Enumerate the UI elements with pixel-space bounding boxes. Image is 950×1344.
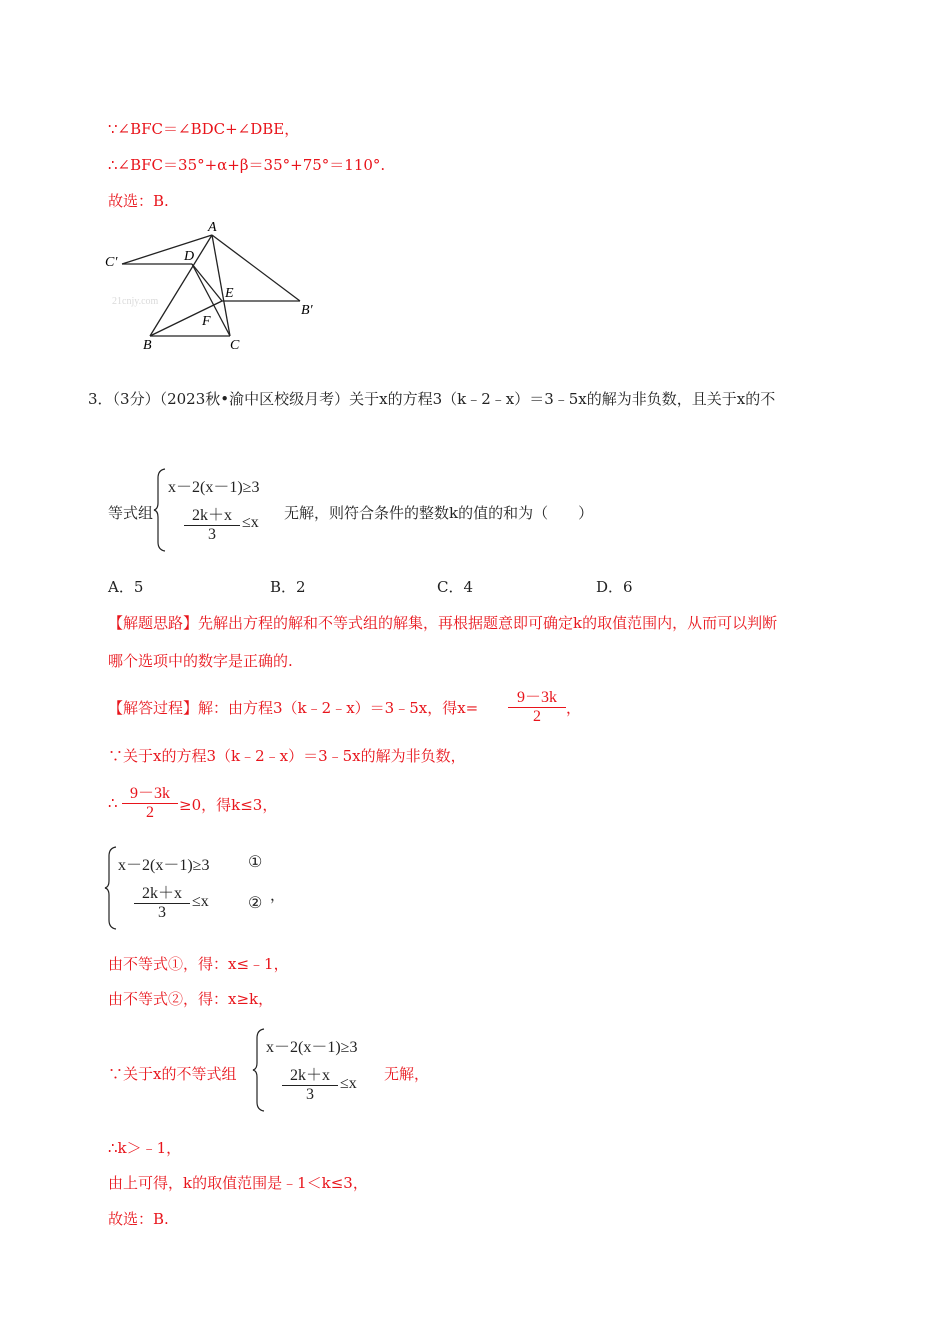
option-a[interactable] [108,576,143,597]
question-stem-prefix: 等式组 [108,504,154,522]
prev-solution-line2: ∴∠BFC＝35°+α+β＝35°+75°＝110°. [108,156,386,174]
solution-step2: ∵关于x的方程3（k﹣2﹣x）＝3﹣5x的解为非负数， [108,747,466,765]
solution-system-end: ， [270,886,286,904]
solution-step6-denominator: 3 [306,1086,314,1103]
question-header [88,388,775,409]
option-b[interactable] [270,576,306,597]
label-e: E [225,286,234,301]
solution-step8: 由上可得，k的取值范围是﹣1＜k≤3， [108,1174,368,1192]
question-source: （2023秋•渝中区校级月考） [159,390,350,408]
solution-step1 [108,697,478,718]
label-b-prime: B′ [301,303,313,318]
solution-step3-denominator: 2 [146,804,154,821]
question-ineq2-numerator: 2k＋x [191,507,232,524]
solution-system-numerator: 2k＋x [141,885,182,902]
solution-step6-inequality-1: x－2(x－1)≥3 [266,1039,358,1056]
solution-step1-text: 解：由方程3（k﹣2﹣x）＝3﹣5x，得x= [198,699,479,717]
analysis-tag: 【解题思路】 [108,614,199,632]
solution-step1-end: ， [566,699,582,717]
solution-step1-fraction [508,684,566,726]
solution-tag: 【解答过程】 [108,699,199,717]
solution-step1-denominator: 2 [533,708,541,725]
question-inequality-2-fraction [184,502,240,544]
option-c-label: C． [437,578,464,596]
solution-step3-numerator: 9－3k [129,785,170,802]
option-b-label: B． [270,578,297,596]
solution-system-mark-2: ② [248,895,263,912]
line-a-cprime [122,235,212,264]
question-inequality-2-relation: ≤x [242,514,259,531]
prev-solution-line1: ∵∠BFC＝∠BDC+∠DBE， [108,120,300,138]
label-c: C [230,338,240,353]
solution-step6-brace [252,1028,266,1112]
option-a-label: A． [108,578,134,596]
solution-step4: 由不等式①，得：x≤﹣1， [108,955,289,973]
analysis-line2: 哪个选项中的数字是正确的. [108,652,293,670]
solution-system-fraction [134,880,190,922]
solution-step6-prefix: ∵关于x的不等式组 [108,1065,237,1083]
label-f: F [202,314,211,329]
solution-system-relation: ≤x [192,893,209,910]
option-a-value: 5 [133,578,144,596]
label-a: A [208,220,217,235]
question-number: 3． [88,390,113,408]
solution-step5: 由不等式②，得：x≥k， [108,990,274,1008]
question-score: （3分） [112,390,160,408]
label-d: D [184,249,195,264]
option-c-value: 4 [463,578,474,596]
option-d-value: 6 [623,578,633,596]
solution-system-inequality-1: x－2(x－1)≥3 [118,857,210,874]
solution-step1-numerator: 9－3k [516,689,557,706]
label-c-prime: C′ [105,255,118,270]
solution-step3-fraction [122,780,178,822]
question-inequality-1: x－2(x－1)≥3 [168,479,260,496]
question-ineq2-denominator: 3 [208,526,216,543]
option-d[interactable] [596,576,633,597]
question-stem-suffix: 无解，则符合条件的整数k的值的和为（ ） [284,504,594,522]
geometry-figure [100,214,330,356]
solution-step3-prefix: ∴ [108,794,118,812]
solution-step6-fraction [282,1062,338,1104]
option-d-label: D． [596,578,624,596]
solution-step7: ∴k＞﹣1， [108,1139,182,1157]
question-system-brace [153,468,167,552]
solution-system-brace [104,846,118,930]
solution-step6-numerator: 2k＋x [289,1067,330,1084]
solution-step3-suffix: ≥0，得k≤3， [179,796,278,814]
solution-step6-suffix: 无解， [384,1065,430,1083]
solution-step6-relation: ≤x [340,1075,357,1092]
prev-solution-answer: 故选：B. [108,192,169,210]
solution-system-denominator: 3 [158,904,166,921]
figure-watermark: 21cnjy.com [112,296,159,307]
analysis-text1: 先解出方程的解和不等式组的解集，再根据题意即可确定k的取值范围内，从而可以判断 [198,614,778,632]
label-b: B [143,338,152,353]
option-c[interactable] [437,576,473,597]
question-stem-part1: 关于x的方程3（k﹣2﹣x）＝3﹣5x的解为非负数，且关于x的不 [349,390,776,408]
option-b-value: 2 [296,578,306,596]
solution-system-mark-1: ① [248,854,263,871]
solution-answer: 故选：B. [108,1210,169,1228]
analysis-line1 [108,612,777,633]
